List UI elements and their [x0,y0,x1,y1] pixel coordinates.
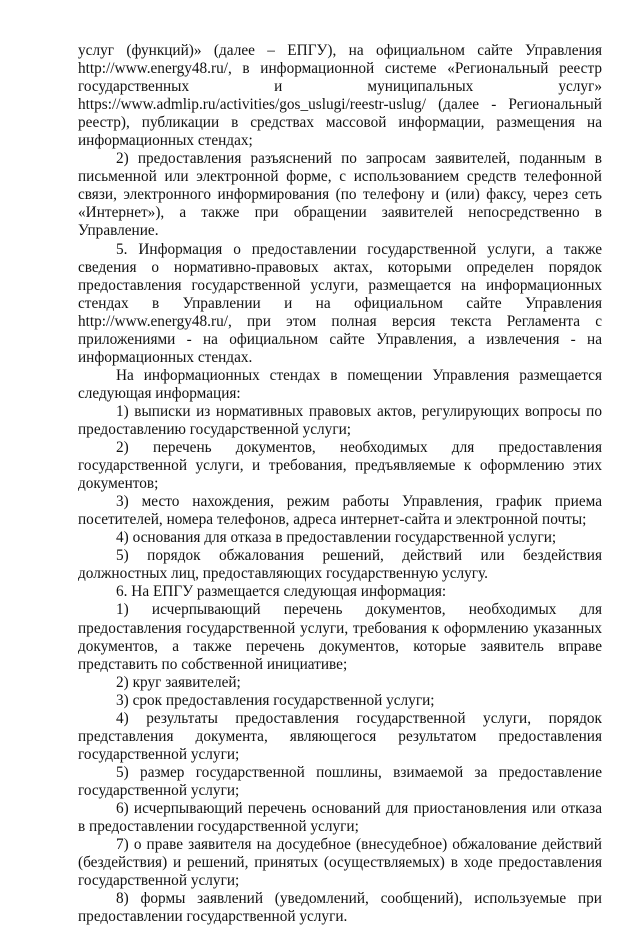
paragraph-epgu-item-1: 1) исчерпывающий перечень документов, необходимых для предоставления государственной услуги, требования к оформлению указанных документов, а также перечень документов, которые заявитель вправе представить по собственной инициативе; [78,601,602,673]
paragraph-stands-item-1: 1) выписки из нормативных правовых актов, регулирующих вопросы по предоставлению государственной услуги; [78,402,602,438]
paragraph-item-2-clarifications: 2) предоставления разъяснений по запросам заявителей, поданным в письменной или электронной форме, с использованием средств телефонной связи, электронного информирования (по телефону и (или) факсу, через сеть «Интернет»), а также при обращении заявителей непосредственно в Управление. [78,150,602,240]
paragraph-epgu-item-4: 4) результаты предоставления государственной услуги, порядок представления документа, являющегося результатом предоставления государственной услуги; [78,709,602,763]
paragraph-stands-intro: На информационных стендах в помещении Управления размещается следующая информация: [78,366,602,402]
paragraph-section-6: 6. На ЕПГУ размещается следующая информация: [116,583,447,601]
paragraph-section-5: 5. Информация о предоставлении государственной услуги, а также сведения о нормативно-правовых актах, которыми определен порядок предоставления государственной услуги, размещается на информационных стендах в Управлении и на официальном сайте Управления http://www.energy48.ru/, при этом полная версия текста Регламента с приложениями - на официальном сайте Управления, а извлечения - на информационных стендах. [78,240,602,366]
paragraph-stands-item-2: 2) перечень документов, необходимых для предоставления государственной услуги, и требования, предъявляемые к оформлению этих документов; [78,439,602,493]
paragraph-epgu-item-7: 7) о праве заявителя на досудебное (внесудебное) обжалование действий (бездействия) и решений, принятых (осуществляемых) в ходе предоставления государственной услуги; [78,836,602,890]
paragraph-epgu-item-8: 8) формы заявлений (уведомлений, сообщений), используемые при предоставлении государственной услуги. [78,890,602,926]
paragraph-stands-item-3: 3) место нахождения, режим работы Управления, график приема посетителей, номера телефонов, адреса интернет-сайта и электронной почты; [78,493,602,529]
paragraph-continued-info-channels: услуг (функций)» (далее – ЕПГУ), на официальном сайте Управления http://www.energy48.ru/, в информационной системе «Региональный реестр государственных и муниципальных услуг» https://www.admlip.ru/activities/gos_uslugi/reestr-uslug/ (далее - Региональный реестр), публикации в средствах массовой информации, размещения на информационных стендах; [78,42,602,150]
paragraph-epgu-item-5: 5) размер государственной пошлины, взимаемой за предоставление государственной услуги; [78,763,602,799]
paragraph-epgu-item-2: 2) круг заявителей; [116,673,241,691]
paragraph-stands-item-5: 5) порядок обжалования решений, действий или бездействия должностных лиц, предоставляющих государственную услугу. [78,547,602,583]
document-body [78,42,602,926]
paragraph-stands-item-4: 4) основания для отказа в предоставлении государственной услуги; [116,529,557,547]
paragraph-epgu-item-6: 6) исчерпывающий перечень оснований для приостановления или отказа в предоставлении государственной услуги; [78,799,602,836]
paragraph-epgu-item-3: 3) срок предоставления государственной услуги; [116,691,435,709]
